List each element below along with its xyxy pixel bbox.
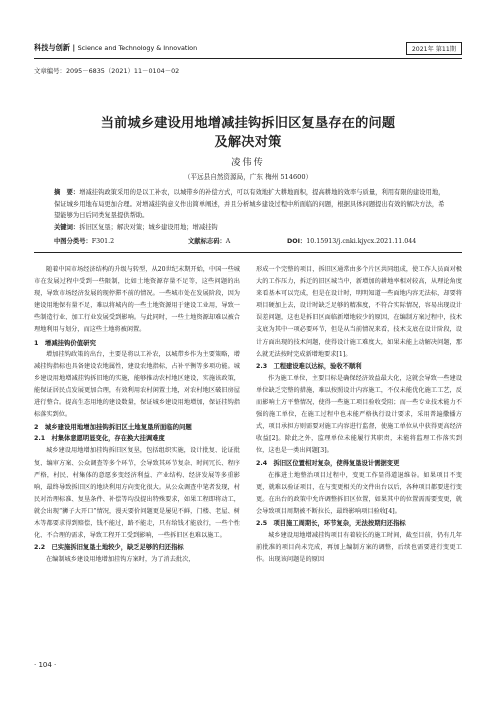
body-paragraph: 城乡建设用地增减挂钩项目有着较长的施工时间，截至目前，仍有几年前批准的项目尚未完成，再加上编制方案的调整，后续也需要进行变更工作。出现该问题是的原因 bbox=[256, 532, 462, 564]
title-line-1: 当前城乡建设用地增减挂钩拆旧区复垦存在的问题 bbox=[100, 116, 396, 131]
header-rule bbox=[34, 58, 462, 59]
journal-name-en: Science and Technology & Innovation bbox=[77, 44, 198, 52]
body-paragraph: 形成一个完整的项目，拆旧区通常由多个片区共同组成，使工作人员面对极大的工作压力，拆迁的旧区城当中，新增加的耕地率相对较高，从理论角度来看基本可以完成，但是在设计时，明明知道一些面地内容无法标，却要将项目硬加上去，设计时缺乏足够的精准度，不符合实际情况，容易出现设计误差问题，这也是拆旧区面临新增地较少的原因，在编制方案过程中，技术支底为其中一项必要环节，但是从当前情况来看，技术支底在设计阶段，设计方面出现的技术问题，使得设计施工难度大，如果未能上动解决问题，那么就无法按时完成新增地要求[1]。 bbox=[256, 266, 462, 358]
abstract-rule bbox=[34, 252, 462, 253]
keywords bbox=[54, 222, 218, 231]
abstract bbox=[54, 187, 446, 222]
affiliation: （平远县自然资源局，广东 梅州 514600） bbox=[183, 173, 313, 181]
abstract-label: 摘 要： bbox=[54, 189, 80, 196]
section-heading: 2.1 村集体意愿明显变化，存在换大挂调难度 bbox=[34, 435, 165, 443]
page-number: · 104 · bbox=[34, 661, 57, 669]
body-column-right bbox=[256, 264, 462, 566]
article-number: 文章编号：2095－6835（2021）11－0104－02 bbox=[34, 67, 180, 75]
body-paragraph: 在推进土地整治项目过程中，变更工作显得道退维谷。如果项目不变更，就难以验证项目，在与变更相关的文件出台以后，各种项目都要进行变更。在出台的政策中允许调整拆旧区位置，如果其中的位置需需要变更，就会导致项目周期被不断拉长，最终影响项目验收[4]。 bbox=[256, 471, 462, 515]
document-code: 文献标志码：A bbox=[188, 238, 231, 245]
title-line-2: 及解决对策 bbox=[214, 135, 282, 150]
issue-box: 2021年 第11期 bbox=[406, 42, 462, 55]
doi: DOI：10.15913/j.cnki.kjycx.2021.11.044 bbox=[287, 238, 417, 245]
keywords-label: 关键词： bbox=[54, 224, 80, 231]
body-paragraph: 在编制城乡建设用地增加挂钩方案时，为了消去批次， bbox=[46, 556, 195, 564]
body-paragraph: 随着中国市场经济结构的升级与转型，从20世纪末期开始，中国一些城市在发展过程中受到一些限制，比如土地资源存量不足等，这些问题的出现，导致市场经济发展的现停滞不前的情况。一些城市处在发展阶段，因为建设用地保有量不足，难以将城内的一些土地资源用于建设工业用，导致一些制造行业、加工行业发展受到影响。与此同时，一些土地资源却难以被合理地利用与划分，而这些土地将被闲置。 bbox=[34, 266, 240, 334]
keywords-text: 拆旧区复垦；解决对策；城乡建设用地；增减挂钩 bbox=[79, 224, 218, 231]
section-heading: 1 增减挂钩价值研究 bbox=[34, 338, 96, 347]
body-column-left bbox=[34, 264, 240, 566]
abstract-text: 增减挂钩政策采用的是以工补农，以城带乡的补偿方式，可以有效地扩大耕地面积，提高耕地的效率与质量，利用有限的建设用地，保证城乡用地布局更加合理。对增减挂钩意义作出简单阐述，并且分析城乡建设过程中所面临的问题，根据具体问题提出有效的解决方法，希望能够为日后同类复垦提供帮助。 bbox=[54, 189, 445, 220]
body-paragraph: 城乡建设用地增加挂钩拆旧区复垦，包括组织实施，设计批复、论证批复、编审方案、公众调查等多个环节，会导致其环节复杂、时间冗长、程序严格，村民、村集体的意愿多变经济利益、产业结构、经济发展等多重影响，最终导致拆旧区的地块利用方向变化很大。从公众调查中笔者发现，村民对治理标准、复垦条件、补偿等均没提出特殊要求，如果工程即将动工，就会出现“狮子大开口”情况，漫天要价问题更是屡见不鲜，门楼、老屋、树木等都要求得到赔偿，钱不能过，路不能走，只有给钱才能放行，一些个性化、不合理的需求，导致工程开工受到影响，一些拆旧区也难以施工。 bbox=[34, 447, 240, 540]
clc-number: 中图分类号：F301.2 bbox=[54, 238, 115, 245]
journal-name bbox=[34, 43, 197, 53]
journal-sep: | bbox=[69, 43, 78, 52]
body-paragraph: 作为施工单位，主要目标是确保经济效益最大化，这就会导致一些建设单位缺乏完整的措施，难以按照设计内容施工，不仅未能优化施工工艺，反而影响土方平整情况，使得一些施工项目验收受阻；而一些专业技术能力不强的施工单位，在施工过程中也未能严格执行设计要求，采用普遍撒播方式，项目承担方则需要对施工内容进行监督，使施工单位从中获得更高经济收益[2]。除此之外，监理单位未能履行其职责，未能将监理工作落实到位，这也是一类出问题[3]。 bbox=[256, 374, 462, 455]
journal-name-cn: 科技与创新 bbox=[34, 43, 70, 52]
body-paragraph: 增加挂钩政策的出台，主要是将以工补农，以城带乡作为主要策略，增减挂钩指标也具备建设农地属性，建设农地指标，占补平衡等多项功能。城乡建设用地增减挂钩拆旧地的实施，能够推动农村地区建设，实施该政策，能保证居民点发展更加合理，有效利用农村闲置土地，对农村地区破旧房屋进行整合。提高生态用地的建设数量，保证城乡建设用地增加，保证挂钩指标落实到位。 bbox=[34, 350, 240, 419]
author: 凌伟传 bbox=[231, 157, 265, 168]
section-heading: 2.2 已实施拆旧复垦土地较少，缺乏足够的归还指标 bbox=[34, 544, 184, 552]
section-heading: 2.5 项目施工周期长，环节复杂，无法按期归还指标 bbox=[256, 519, 406, 527]
running-header bbox=[34, 43, 462, 57]
section-heading: 2.4 拆旧区位置相对复杂，使得复垦设计需据变更 bbox=[256, 459, 400, 467]
section-heading: 2 城乡建设用地增加挂钩拆旧区土地复垦所面临的问题 bbox=[34, 423, 192, 432]
section-heading: 2.3 工程建设难以达标，验收不顺利 bbox=[256, 362, 362, 370]
